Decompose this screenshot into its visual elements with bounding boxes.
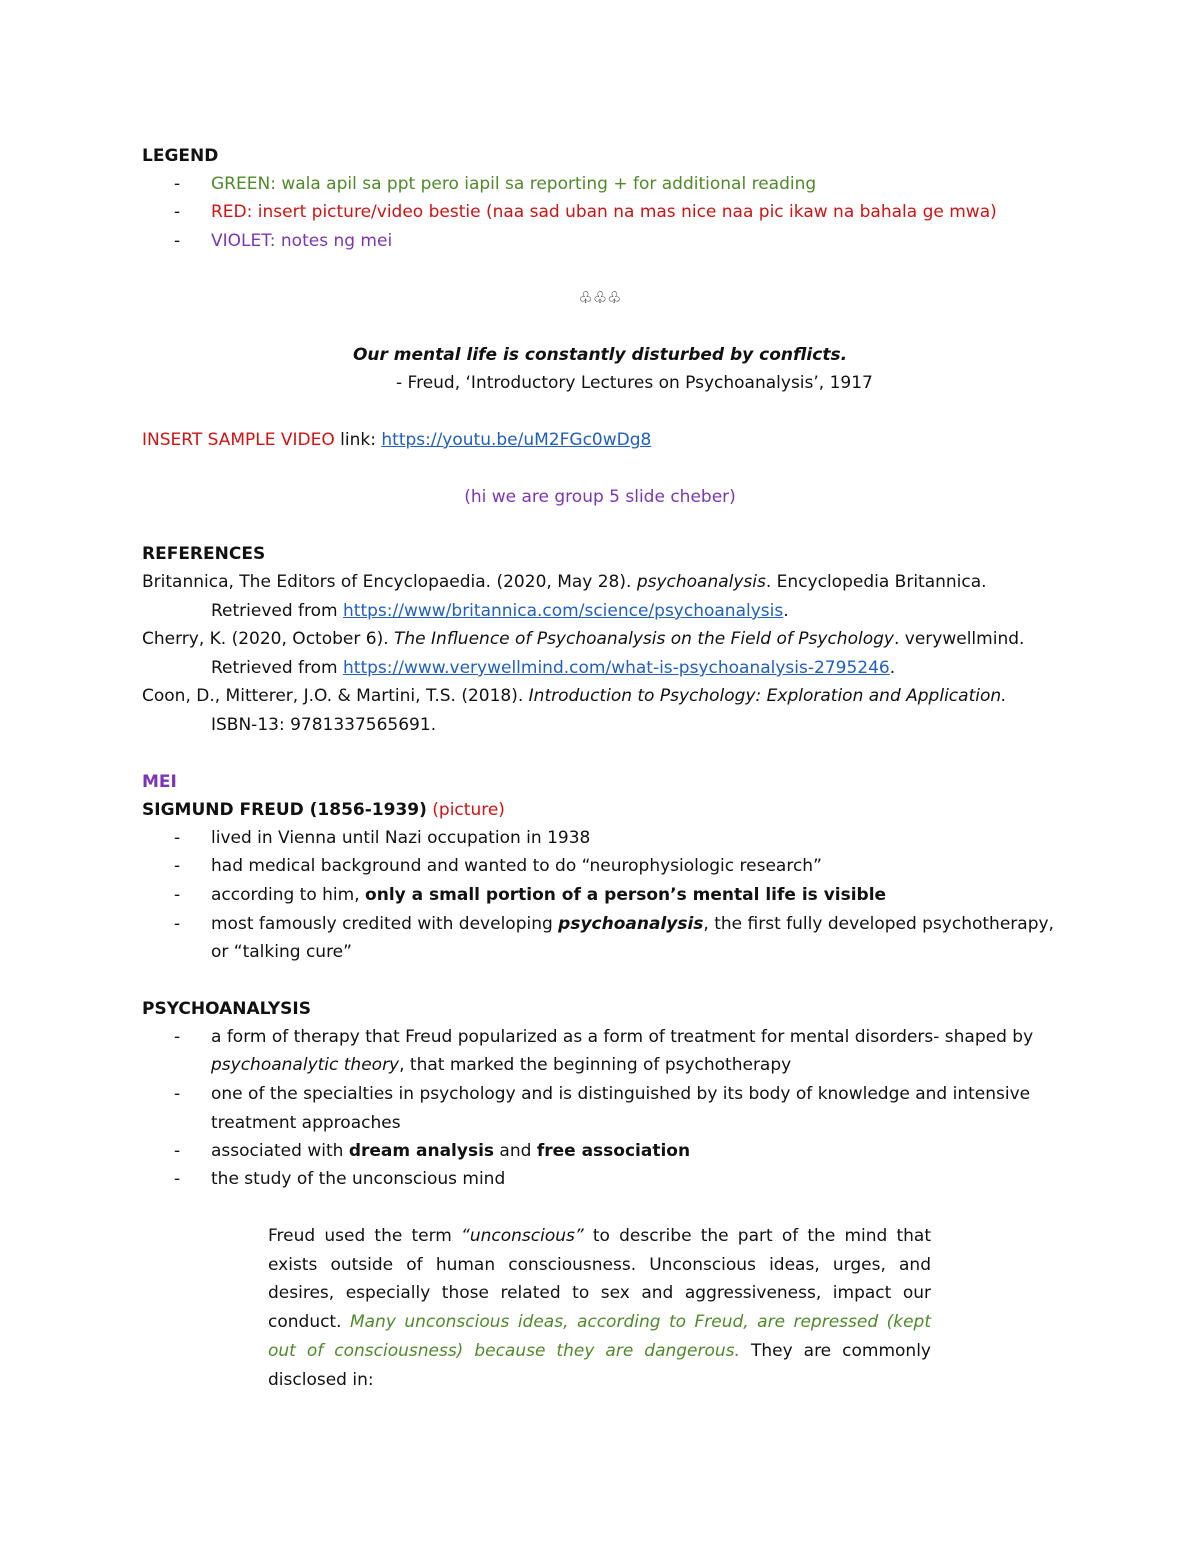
paragraph-text: to describe the part of the mind that exists outside of human consciousness. Unconscious ideas, urges, and desires, especially those related to sex and aggressiveness, impact our conduct. bbox=[268, 1226, 932, 1333]
bullet-dash: - bbox=[174, 231, 181, 251]
paragraph-green-note: Many unconscious ideas, according to Freud, are repressed (kept out of consciousness) because they are dangerous. bbox=[268, 1312, 931, 1361]
reference-cherry-retrieved bbox=[211, 657, 895, 679]
bullet-dash: - bbox=[174, 202, 181, 222]
bullet-term: psychoanalysis bbox=[558, 914, 704, 934]
freud-bullet-4-cont: or “talking cure” bbox=[211, 942, 352, 962]
bullet-dash: - bbox=[174, 1084, 181, 1104]
paragraph-text: Freud used the term bbox=[268, 1226, 462, 1246]
sample-video-link[interactable]: https://youtu.be/uM2FGc0wDg8 bbox=[381, 430, 652, 450]
psychoanalysis-bullet-2-cont: treatment approaches bbox=[211, 1113, 401, 1133]
freud-heading-text: SIGMUND FREUD (1856-1939) bbox=[142, 800, 427, 820]
freud-bullet-2: had medical background and wanted to do “neurophysiologic research” bbox=[211, 856, 822, 876]
psychoanalysis-bullet-3 bbox=[211, 1140, 690, 1162]
freud-heading bbox=[142, 799, 505, 821]
reference-title: psychoanalysis bbox=[636, 572, 766, 592]
bullet-dash: - bbox=[174, 885, 181, 905]
reference-author: Cherry, K. (2020, October 6). bbox=[142, 629, 395, 649]
bullet-dash: - bbox=[174, 1169, 181, 1189]
retrieved-label: Retrieved from bbox=[211, 658, 344, 678]
legend-item-green bbox=[211, 173, 816, 195]
britannica-link[interactable]: https://www/britannica.com/science/psychoanalysis bbox=[343, 601, 784, 621]
bullet-term: psychoanalytic theory bbox=[211, 1055, 400, 1075]
quote-attribution: - Freud, ‘Introductory Lectures on Psychoanalysis’, 1917 bbox=[396, 373, 873, 393]
bullet-dash: - bbox=[174, 174, 181, 194]
bullet-dash: - bbox=[174, 1027, 181, 1047]
legend-key-green: GREEN bbox=[211, 174, 271, 194]
reference-title: Introduction to Psychology: Exploration and Application. bbox=[528, 686, 1007, 706]
bullet-emphasis: free association bbox=[536, 1141, 691, 1161]
bullet-dash: - bbox=[174, 914, 181, 934]
bullet-dash: - bbox=[174, 1141, 181, 1161]
retrieved-label: Retrieved from bbox=[211, 601, 344, 621]
legend-key-violet: VIOLET bbox=[211, 231, 270, 251]
reference-end: . bbox=[783, 601, 789, 621]
reference-publisher: . Encyclopedia Britannica. bbox=[765, 572, 987, 592]
legend-text-green: : wala apil sa ppt pero iapil sa reporting + for additional reading bbox=[270, 174, 817, 194]
bullet-text: , the first fully developed psychotherapy, bbox=[703, 914, 1054, 934]
freud-bullet-1: lived in Vienna until Nazi occupation in 1938 bbox=[211, 828, 591, 848]
paragraph-text: They are commonly disclosed in: bbox=[268, 1340, 931, 1390]
bullet-dash: - bbox=[174, 856, 181, 876]
legend-item-violet bbox=[211, 230, 392, 252]
clover-divider-icon: ♧♧♧ bbox=[578, 288, 622, 307]
psychoanalysis-bullet-1-cont bbox=[211, 1054, 791, 1076]
reference-coon bbox=[142, 685, 1007, 707]
freud-bullet-3 bbox=[211, 884, 886, 906]
reference-britannica bbox=[142, 571, 987, 593]
references-heading: REFERENCES bbox=[142, 544, 266, 564]
bullet-text: according to him, bbox=[211, 885, 366, 905]
bullet-text: associated with bbox=[211, 1141, 349, 1161]
reference-britannica-retrieved bbox=[211, 600, 789, 622]
legend-item-red bbox=[211, 201, 997, 223]
freud-bullet-4 bbox=[211, 913, 1054, 935]
reference-cherry bbox=[142, 628, 1024, 650]
reference-author: Britannica, The Editors of Encyclopaedia. (2020, May 28). bbox=[142, 572, 637, 592]
paragraph-term: “unconscious” bbox=[461, 1226, 584, 1246]
reference-title: The Influence of Psychoanalysis on the Field of Psychology bbox=[394, 629, 894, 649]
section-owner-label: MEI bbox=[142, 772, 177, 792]
psychoanalysis-bullet-4: the study of the unconscious mind bbox=[211, 1169, 506, 1189]
freud-quote: Our mental life is constantly disturbed by conflicts. bbox=[352, 345, 848, 365]
picture-tag: (picture) bbox=[426, 800, 505, 820]
legend-text-violet: : notes ng mei bbox=[269, 231, 393, 251]
bullet-text: and bbox=[494, 1141, 537, 1161]
sample-video-link-label: link: bbox=[334, 430, 382, 450]
psychoanalysis-heading: PSYCHOANALYSIS bbox=[142, 999, 311, 1019]
reference-author: Coon, D., Mitterer, J.O. & Martini, T.S. (2018). bbox=[142, 686, 529, 706]
legend-key-red: RED bbox=[211, 202, 247, 222]
bullet-emphasis: only a small portion of a person’s mental life is visible bbox=[365, 885, 887, 905]
group-note: (hi we are group 5 slide cheber) bbox=[464, 487, 736, 507]
sample-video-label: INSERT SAMPLE VIDEO bbox=[142, 430, 335, 450]
reference-publisher: . verywellmind. bbox=[893, 629, 1025, 649]
bullet-text: , that marked the beginning of psychotherapy bbox=[399, 1055, 792, 1075]
verywellmind-link[interactable]: https://www.verywellmind.com/what-is-psychoanalysis-2795246 bbox=[343, 658, 890, 678]
legend-text-red: : insert picture/video bestie (naa sad uban na mas nice naa pic ikaw na bahala ge mwa) bbox=[246, 202, 997, 222]
sample-video-line bbox=[142, 429, 651, 451]
bullet-dash: - bbox=[174, 828, 181, 848]
psychoanalysis-bullet-2: one of the specialties in psychology and is distinguished by its body of knowledge and intensive bbox=[211, 1084, 1031, 1104]
legend-heading: LEGEND bbox=[142, 146, 219, 166]
reference-coon-isbn: ISBN-13: 9781337565691. bbox=[211, 715, 437, 735]
bullet-text: most famously credited with developing bbox=[211, 914, 559, 934]
psychoanalysis-bullet-1: a form of therapy that Freud popularized as a form of treatment for mental disorders- shaped by bbox=[211, 1027, 1034, 1047]
bullet-emphasis: dream analysis bbox=[348, 1141, 495, 1161]
unconscious-paragraph bbox=[268, 1222, 931, 1394]
reference-end: . bbox=[889, 658, 896, 678]
